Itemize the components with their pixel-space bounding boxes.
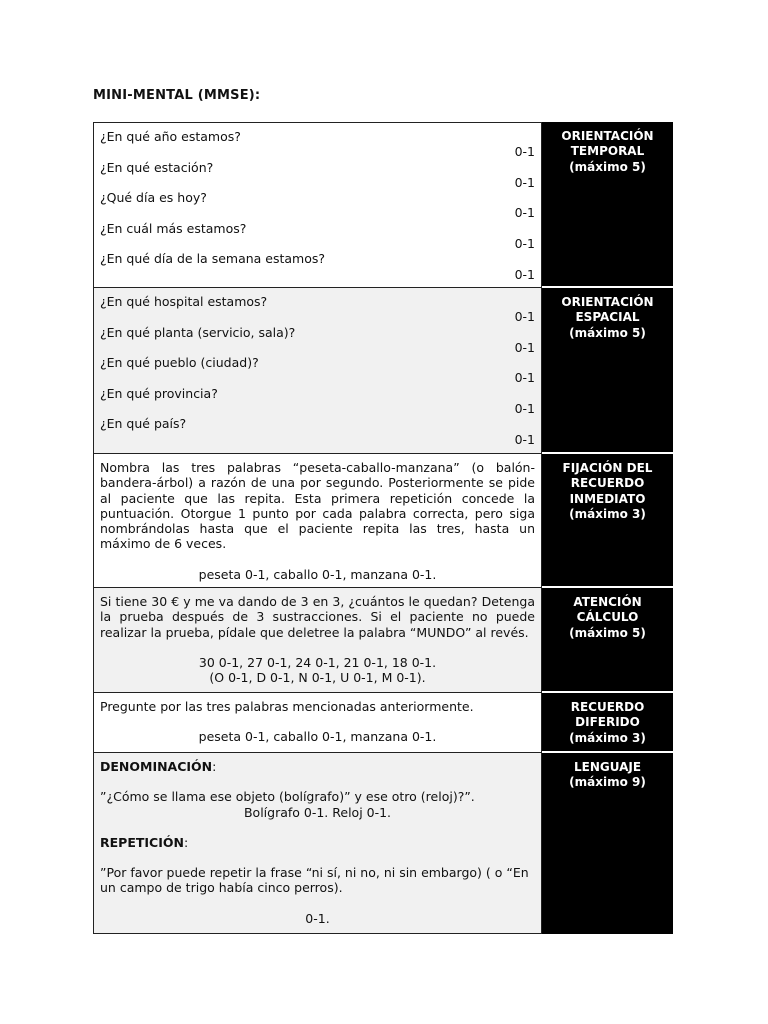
label-line: RECUERDO bbox=[570, 476, 645, 491]
question-text: ¿En qué año estamos? bbox=[100, 129, 241, 144]
label-line: INMEDIATO bbox=[569, 491, 646, 506]
label-line: ORIENTACIÓN bbox=[561, 129, 654, 143]
recuerdo-instructions: Pregunte por las tres palabras mencionadas anteriormente. bbox=[100, 699, 474, 714]
section-orientacion-temporal bbox=[93, 122, 673, 288]
fijacion-instructions: Nombra las tres palabras “peseta-caballo-manzana” (o balón-bandera-árbol) a razón de una por segundo. Posteriormente se pide al paciente que las repita. Esta primera repetición concede la puntuación. Otorgue 1 punto por cada palabra correcta, pero siga nombrándolas hasta que el paciente repita las tres, hasta un máximo de 6 veces. bbox=[100, 460, 535, 552]
label-line: TEMPORAL bbox=[570, 144, 645, 159]
recuerdo-label bbox=[542, 693, 673, 753]
atencion-score-line-1: 30 0-1, 27 0-1, 24 0-1, 21 0-1, 18 0-1. bbox=[198, 654, 437, 670]
atencion-label bbox=[542, 588, 673, 693]
label-line: ESPACIAL bbox=[575, 310, 640, 325]
label-line: CÁLCULO bbox=[576, 610, 639, 625]
label-line: RECUERDO bbox=[570, 700, 645, 714]
question-score: 0-1 bbox=[514, 370, 535, 386]
question-score: 0-1 bbox=[514, 236, 535, 252]
question-score: 0-1 bbox=[514, 266, 535, 282]
orientacion-temporal-label bbox=[542, 122, 673, 288]
orientacion-temporal-questions bbox=[93, 122, 542, 288]
label-line: LENGUAJE bbox=[573, 760, 642, 774]
label-line: (máximo 5) bbox=[569, 159, 646, 174]
question-text: ¿En qué país? bbox=[100, 416, 187, 432]
question-text: ¿En qué estación? bbox=[100, 159, 214, 175]
question-score: 0-1 bbox=[514, 431, 535, 447]
question-text: ¿En qué planta (servicio, sala)? bbox=[100, 324, 296, 340]
lenguaje-label bbox=[542, 753, 673, 934]
section-lenguaje bbox=[93, 753, 673, 934]
fijacion-content bbox=[93, 454, 542, 588]
question-text: ¿En qué pueblo (ciudad)? bbox=[100, 355, 259, 371]
fijacion-score: peseta 0-1, caballo 0-1, manzana 0-1. bbox=[198, 566, 437, 582]
question-text: ¿En qué provincia? bbox=[100, 385, 218, 401]
label-line: ATENCIÓN bbox=[573, 595, 642, 609]
denominacion-text: ”¿Cómo se llama ese objeto (bolígrafo)” y ese otro (reloj)?”. bbox=[100, 789, 475, 805]
question-text: ¿En qué día de la semana estamos? bbox=[100, 251, 326, 267]
label-line: ORIENTACIÓN bbox=[561, 295, 654, 309]
fijacion-label bbox=[542, 454, 673, 588]
repeticion-score: 0-1. bbox=[305, 910, 330, 926]
section-orientacion-espacial bbox=[93, 288, 673, 454]
question-score: 0-1 bbox=[514, 205, 535, 221]
label-line: (máximo 3) bbox=[569, 730, 646, 745]
question-text: ¿Qué día es hoy? bbox=[100, 190, 207, 206]
question-score: 0-1 bbox=[514, 401, 535, 417]
label-line: (máximo 9) bbox=[569, 775, 646, 790]
question-text: ¿En cuál más estamos? bbox=[100, 220, 247, 236]
label-line: (máximo 5) bbox=[569, 325, 646, 340]
label-line: DIFERIDO bbox=[575, 715, 640, 730]
heading-colon: : bbox=[183, 834, 189, 850]
question-score: 0-1 bbox=[514, 144, 535, 160]
section-atencion bbox=[93, 588, 673, 693]
repeticion-text: ”Por favor puede repetir la frase “ni sí, ni no, ni sin embargo) ( o “En un campo de trigo había cinco perros). bbox=[100, 865, 529, 896]
lenguaje-content bbox=[93, 753, 542, 934]
label-line: (máximo 5) bbox=[569, 625, 646, 640]
question-score: 0-1 bbox=[514, 339, 535, 355]
heading-colon: : bbox=[212, 759, 217, 774]
denominacion-heading: DENOMINACIÓN bbox=[100, 759, 213, 774]
atencion-score-line-2: (O 0-1, D 0-1, N 0-1, U 0-1, M 0-1). bbox=[209, 670, 426, 686]
question-text: ¿En qué hospital estamos? bbox=[100, 294, 268, 309]
label-line: FIJACIÓN DEL bbox=[562, 461, 653, 475]
label-line: (máximo 3) bbox=[569, 506, 646, 521]
atencion-content bbox=[93, 588, 542, 693]
mmse-table bbox=[93, 122, 673, 934]
orientacion-espacial-questions bbox=[93, 288, 542, 454]
recuerdo-content bbox=[93, 693, 542, 753]
repeticion-heading: REPETICIÓN bbox=[100, 834, 184, 850]
atencion-instructions: Si tiene 30 € y me va dando de 3 en 3, ¿cuántos le quedan? Detenga la prueba después de 3 sustracciones. Si el paciente no puede realizar la prueba, pídale que deletree la palabra “MUNDO” al revés. bbox=[100, 594, 535, 640]
question-score: 0-1 bbox=[514, 174, 535, 190]
question-score: 0-1 bbox=[514, 309, 535, 325]
section-fijacion bbox=[93, 454, 673, 588]
orientacion-espacial-label bbox=[542, 288, 673, 454]
section-recuerdo bbox=[93, 693, 673, 753]
denominacion-score: Bolígrafo 0-1. Reloj 0-1. bbox=[243, 804, 392, 820]
page-title: MINI-MENTAL (MMSE): bbox=[93, 88, 261, 103]
recuerdo-score: peseta 0-1, caballo 0-1, manzana 0-1. bbox=[198, 729, 437, 745]
